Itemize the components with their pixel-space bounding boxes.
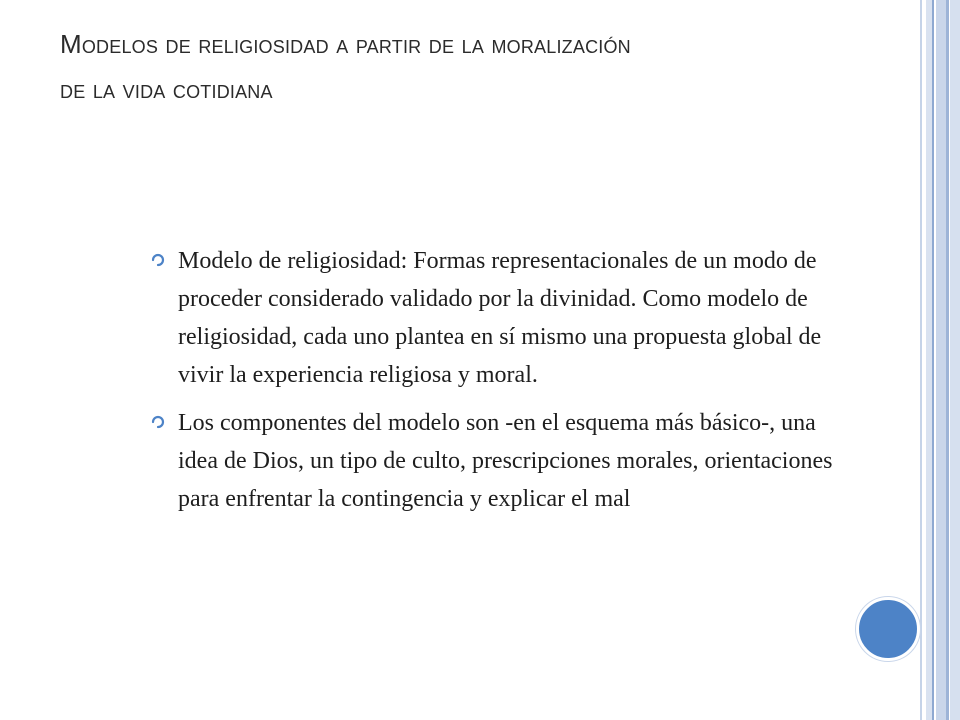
decorative-stripe bbox=[946, 0, 949, 720]
circle-bullet-icon bbox=[150, 252, 166, 268]
title-line-1: Modelos de religiosidad a partir de la moralización bbox=[60, 29, 631, 59]
decorative-stripe bbox=[920, 0, 922, 720]
slide-title bbox=[60, 22, 880, 112]
bullet-list bbox=[150, 242, 860, 528]
circle-bullet-icon bbox=[150, 414, 166, 430]
bullet-text: Modelo de religiosidad: Formas representacionales de un modo de proceder considerado validado por la divinidad. Como modelo de religiosidad, cada uno plantea en sí mismo una propuesta global de vivir la experiencia religiosa y moral. bbox=[178, 248, 822, 388]
list-item bbox=[150, 242, 860, 394]
decorative-circle bbox=[856, 597, 920, 661]
list-item bbox=[150, 404, 860, 518]
title-line-2: de la vida cotidiana bbox=[60, 74, 273, 104]
decorative-stripe bbox=[932, 0, 934, 720]
bullet-text: Los componentes del modelo son -en el esquema más básico-, una idea de Dios, un tipo de culto, prescripciones morales, orientaciones para enfrentar la contingencia y explicar el mal bbox=[178, 410, 833, 512]
decorative-stripe bbox=[936, 0, 946, 720]
decorative-stripe bbox=[950, 0, 960, 720]
